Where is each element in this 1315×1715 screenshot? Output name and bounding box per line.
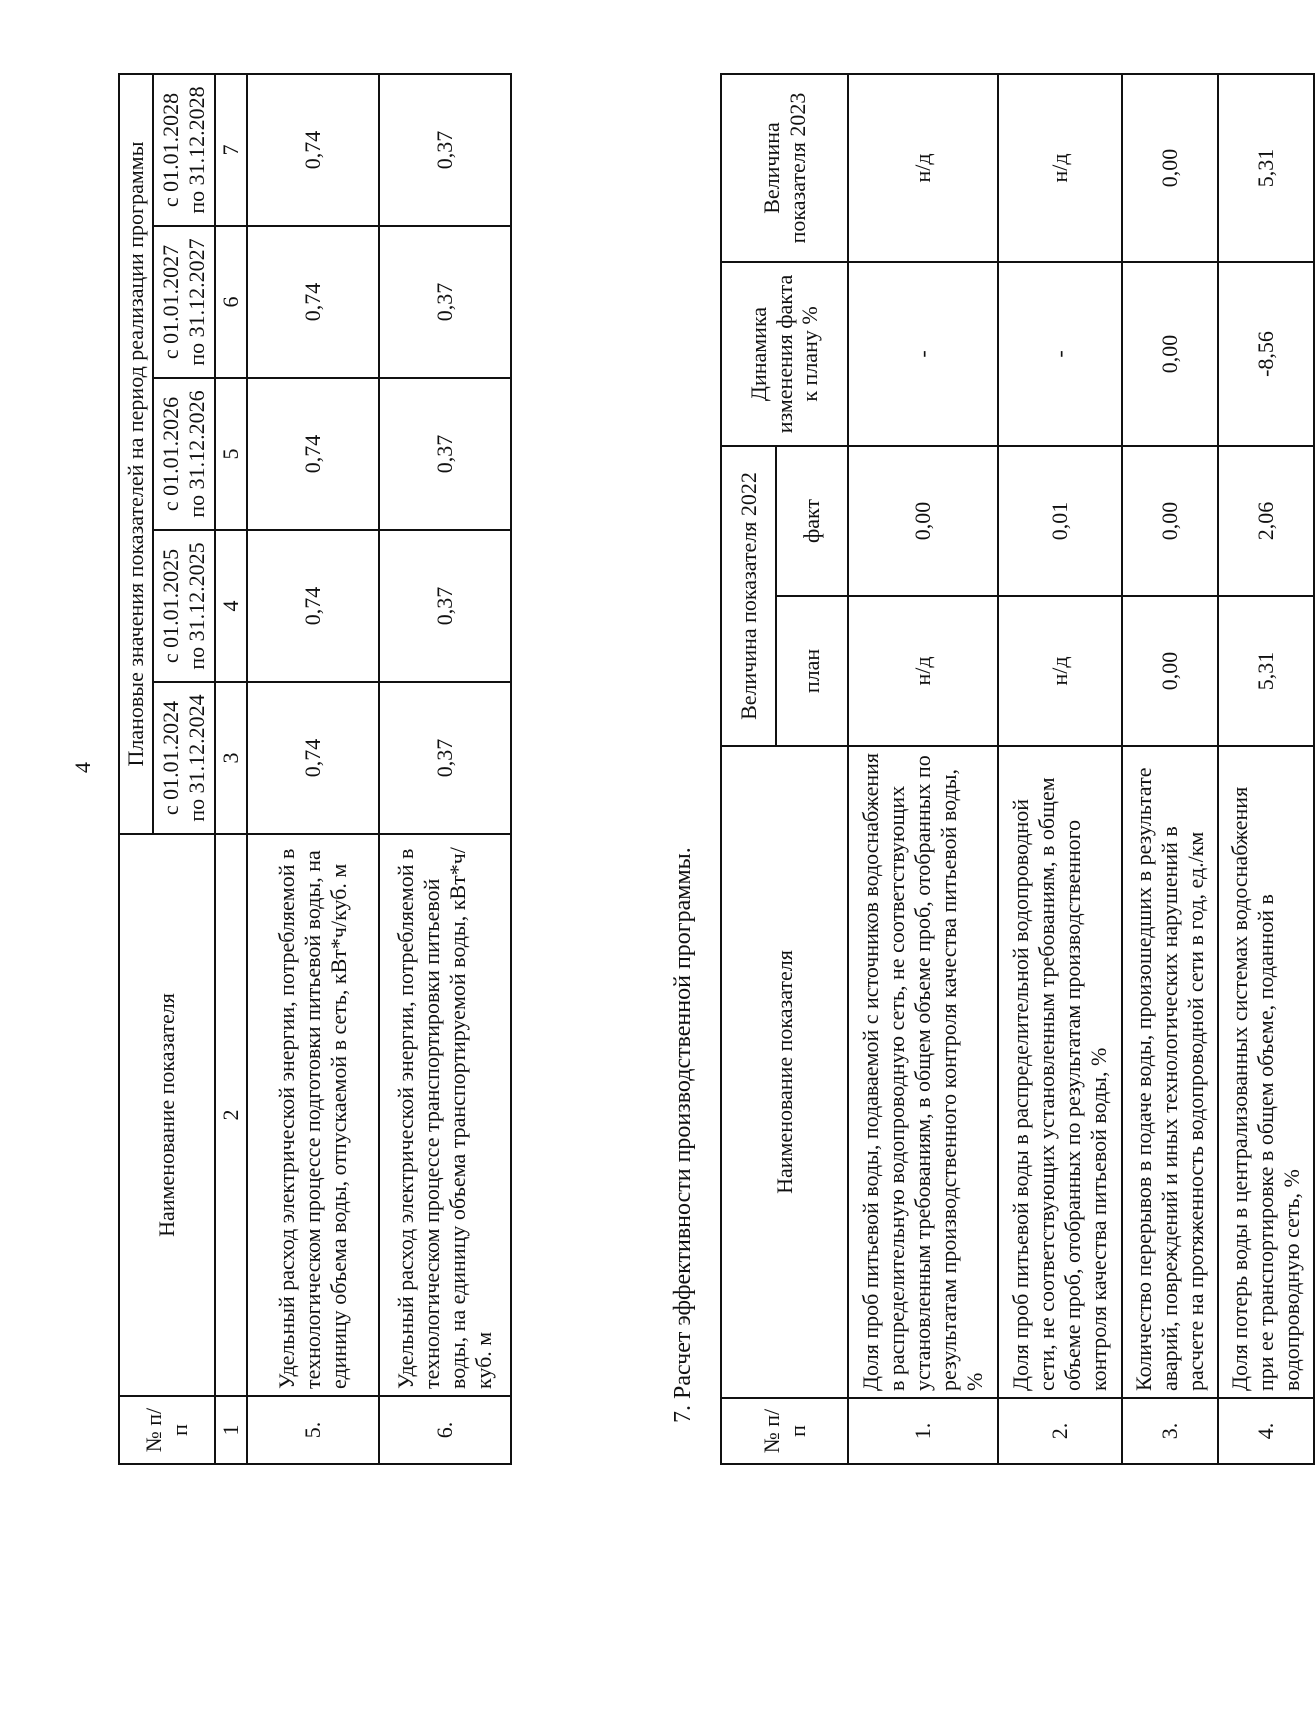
- row-indicator-name: Количество перерывов в подаче воды, произошедших в результате аварий, повреждений и иных технологических нарушений в расчете на протяженность водопроводной сети в год, ед./км: [1122, 746, 1218, 1398]
- row-number: 4.: [1218, 1398, 1314, 1464]
- col-header-name: Наименование показателя: [721, 746, 848, 1398]
- row-plan: н/д: [998, 596, 1122, 746]
- row-indicator-name: Доля потерь воды в централизованных системах водоснабжения при ее транспортировке в общем объеме, поданной в водопроводную сеть, %: [1218, 746, 1314, 1398]
- row-dynamics: 0,00: [1122, 262, 1218, 446]
- col-number: 5: [215, 378, 247, 530]
- row-fact: 2,06: [1218, 446, 1314, 596]
- row-value: 0,37: [379, 378, 511, 530]
- page-number: 4: [70, 762, 95, 773]
- col-header-plan: план: [776, 596, 848, 746]
- col-number: 4: [215, 530, 247, 682]
- row-value: 0,74: [247, 226, 379, 378]
- row-indicator-name: Удельный расход электрической энергии, потребляемой в технологическом процессе транспортировки питьевой воды, на единицу объема транспортируемой воды, кВт*ч/куб. м: [379, 834, 511, 1396]
- row-fact: 0,00: [1122, 446, 1218, 596]
- row-dynamics: -: [848, 262, 998, 446]
- col-header-period-2025: с 01.01.2025 по 31.12.2025: [153, 530, 215, 682]
- row-dynamics: -8,56: [1218, 262, 1314, 446]
- row-fact: 0,00: [848, 446, 998, 596]
- col-number: 2: [215, 834, 247, 1396]
- row-plan: н/д: [848, 596, 998, 746]
- col-header-fact: факт: [776, 446, 848, 596]
- row-number: 1.: [848, 1398, 998, 1464]
- row-plan: 0,00: [1122, 596, 1218, 746]
- col-number: 1: [215, 1396, 247, 1464]
- row-value: 0,37: [379, 530, 511, 682]
- section-caption: 7. Расчет эффективности производственной программы.: [670, 847, 696, 1423]
- row-indicator-name: Удельный расход электрической энергии, потребляемой в технологическом процессе подготовки питьевой воды, на единицу объема воды, отпускаемой в сеть, кВт*ч/куб. м: [247, 834, 379, 1396]
- row-number: 2.: [998, 1398, 1122, 1464]
- col-number: 6: [215, 226, 247, 378]
- row-fact: 0,01: [998, 446, 1122, 596]
- row-value-2023: 5,31: [1218, 74, 1314, 262]
- row-plan: 5,31: [1218, 596, 1314, 746]
- row-value: 0,37: [379, 226, 511, 378]
- col-header-dynamics: Динамика изменения факта к плану %: [721, 262, 848, 446]
- column-numbers-row: [215, 74, 247, 1464]
- table-row: [247, 74, 379, 1464]
- row-value: 0,37: [379, 682, 511, 834]
- row-value: 0,74: [247, 682, 379, 834]
- table-row: [1218, 74, 1314, 1464]
- col-header-num: № п/п: [721, 1398, 848, 1464]
- row-number: 5.: [247, 1396, 379, 1464]
- col-header-period-2028: с 01.01.2028 по 31.12.2028: [153, 74, 215, 226]
- col-header-planned-group: Плановые значения показателей на период реализации программы: [119, 74, 153, 834]
- planned-indicators-table: [118, 73, 512, 1465]
- col-header-value-2023: Величина показателя 2023: [721, 74, 848, 262]
- efficiency-table: [720, 73, 1315, 1465]
- col-header-period-2024: с 01.01.2024 по 31.12.2024: [153, 682, 215, 834]
- row-indicator-name: Доля проб питьевой воды в распределительной водопроводной сети, не соответствующих установленным требованиям, в общем объеме проб, отобранных по результатам производственного контроля качества питьевой воды, %: [998, 746, 1122, 1398]
- col-number: 7: [215, 74, 247, 226]
- col-header-period-2027: с 01.01.2027 по 31.12.2027: [153, 226, 215, 378]
- row-number: 6.: [379, 1396, 511, 1464]
- row-dynamics: -: [998, 262, 1122, 446]
- col-header-value-2022: Величина показателя 2022: [721, 446, 776, 746]
- table-row: [848, 74, 998, 1464]
- table-row: [1122, 74, 1218, 1464]
- row-indicator-name: Доля проб питьевой воды, подаваемой с источников водоснабжения в распределительную водопроводную сеть, не соответствующих установленным требованиям, в общем объеме проб, отобранных по результатам производственного контроля качества питьевой воды, %: [848, 746, 998, 1398]
- col-header-name: Наименование показателя: [119, 834, 215, 1396]
- col-header-period-2026: с 01.01.2026 по 31.12.2026: [153, 378, 215, 530]
- table-row: [379, 74, 511, 1464]
- row-value: 0,74: [247, 378, 379, 530]
- row-value-2023: н/д: [998, 74, 1122, 262]
- col-number: 3: [215, 682, 247, 834]
- table-row: [998, 74, 1122, 1464]
- row-value: 0,74: [247, 530, 379, 682]
- row-value-2023: 0,00: [1122, 74, 1218, 262]
- row-value: 0,74: [247, 74, 379, 226]
- col-header-num: № п/п: [119, 1396, 215, 1464]
- row-number: 3.: [1122, 1398, 1218, 1464]
- row-value: 0,37: [379, 74, 511, 226]
- row-value-2023: н/д: [848, 74, 998, 262]
